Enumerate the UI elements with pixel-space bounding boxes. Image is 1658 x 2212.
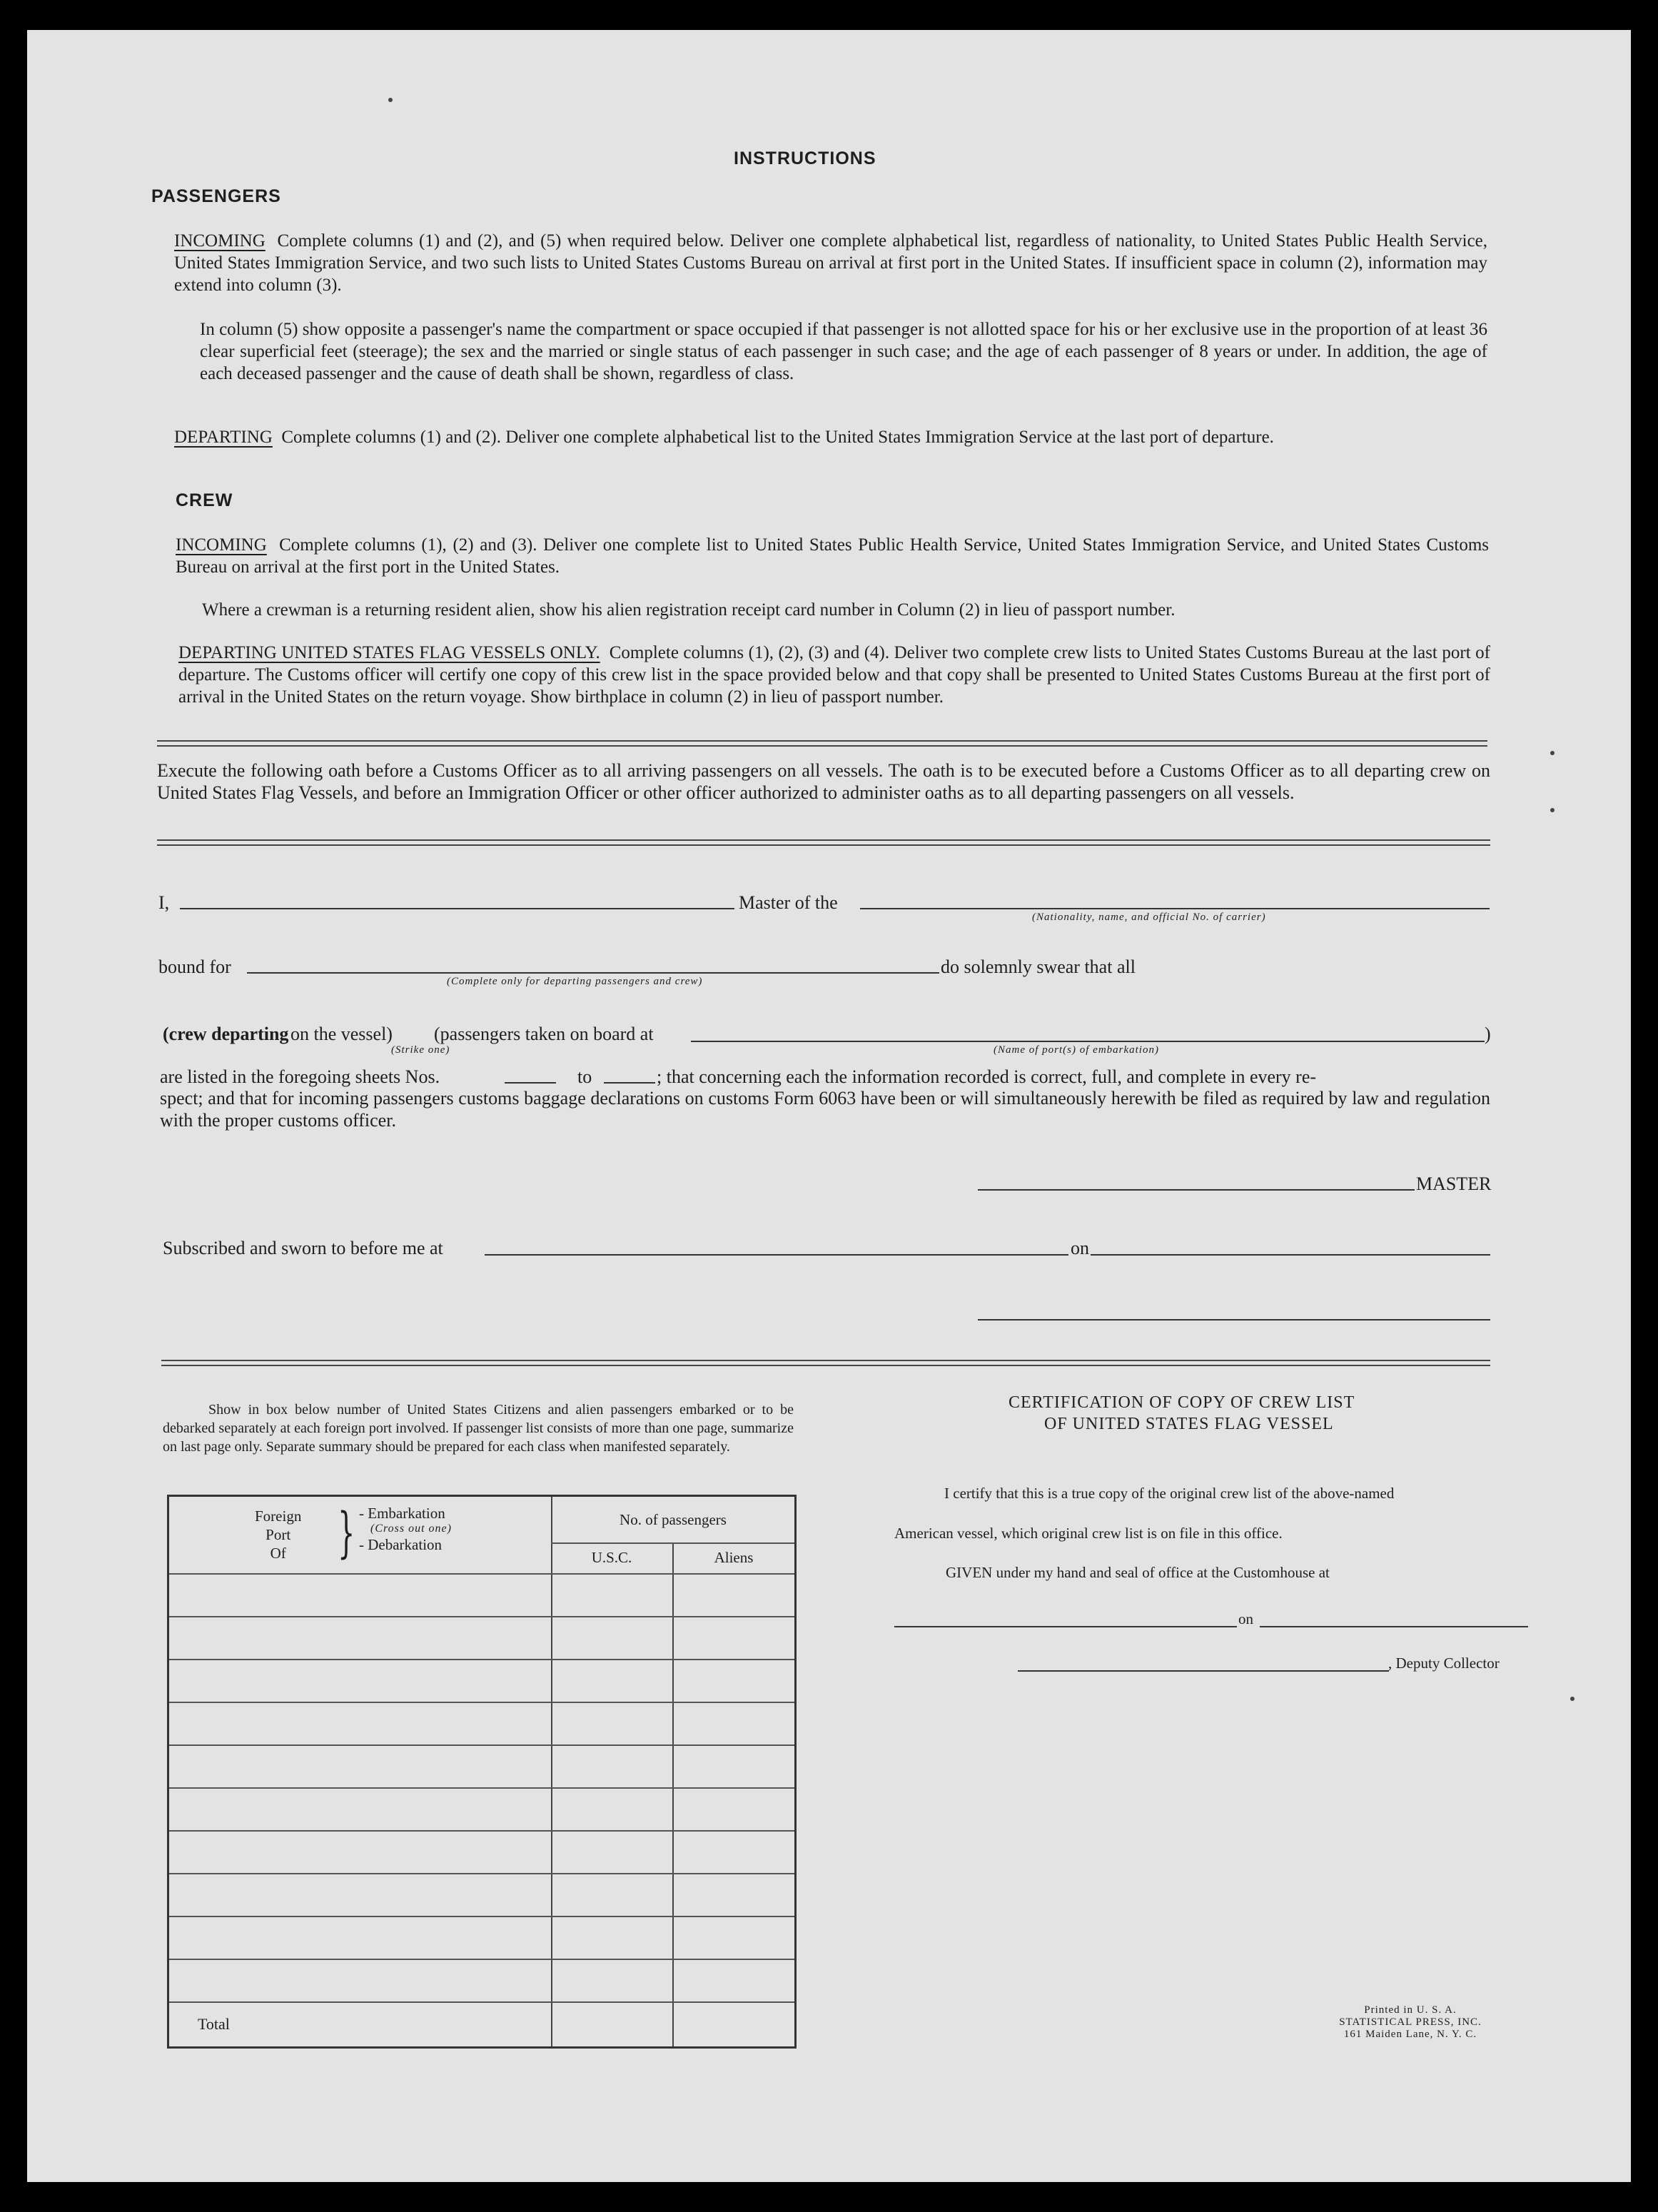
crew-incoming-label: INCOMING — [176, 535, 267, 555]
listed-prefix: are listed in the foregoing sheets Nos. — [160, 1066, 440, 1087]
passenger-summary-table — [167, 1495, 797, 2049]
oath-divider — [157, 839, 1490, 846]
printer-line3: 161 Maiden Lane, N. Y. C. — [1343, 2029, 1477, 2040]
embarkation-caption: (Name of port(s) of embarkation) — [994, 1044, 1159, 1056]
table-row[interactable] — [169, 1616, 794, 1617]
oath-intro: Execute the following oath before a Customs Officer as to all arriving passengers on all vessels. The oath is to be executed before a Customs Officer as to all departing crew on United States Flag Vessels, and before an Immigration Officer or other officer authorized to administer oaths as to all departing passengers on all vessels. — [157, 760, 1490, 803]
carrier-field[interactable] — [860, 908, 1490, 909]
ink-speck — [1550, 751, 1555, 755]
summary-instructions: Show in box below number of United States Citizens and alien passengers embarked or to be debarked separately at each foreign port involved. If passenger list consists of more than one page, summarize on last page only. Separate summary should be prepared for each class when manifested separately. — [163, 1402, 794, 1455]
deputy-collector-label: , Deputy Collector — [1388, 1655, 1500, 1672]
brace-icon: } — [338, 1500, 355, 1564]
passengers-incoming-paragraph — [174, 230, 1487, 296]
passengers-taken-option[interactable]: (passengers taken on board at — [434, 1024, 654, 1044]
listed-rest: spect; and that for incoming passengers customs baggage declarations on customs Form 6063 have been or will simultaneously herewith be filed as required by law and regulation with the proper customs officer. — [160, 1088, 1490, 1131]
sheet-from-field[interactable] — [505, 1082, 556, 1084]
officer-signature-field[interactable] — [978, 1319, 1490, 1320]
debarkation-option[interactable]: - Debarkation — [359, 1536, 443, 1553]
strike-one-caption: (Strike one) — [391, 1044, 450, 1056]
passengers-departing-text: Complete columns (1) and (2). Deliver one complete alphabetical list to the United States Immigration Service at the last port of departure. — [281, 428, 1274, 447]
master-name-field[interactable] — [180, 908, 734, 909]
ink-speck — [388, 98, 393, 102]
table-row[interactable] — [169, 1959, 794, 1960]
cert-on-label: on — [1238, 1610, 1253, 1627]
passengers-incoming-text: Complete columns (1) and (2), and (5) when required below. Deliver one complete alphabetical list, regardless of nationality, to United States Public Health Service, United States Immigration Service, and two such lists to United States Customs Bureau on arrival at first port in the United States. If insufficient space in column (2), information may extend into column (3). — [174, 231, 1488, 295]
oath-i-label: I, — [158, 892, 170, 913]
crew-incoming-paragraph — [176, 534, 1489, 578]
master-of-the-label: Master of the — [739, 892, 838, 913]
column-divider — [551, 1497, 552, 2046]
on-the-vessel-text: on the vessel) — [290, 1024, 393, 1044]
foreign-label: Foreign — [255, 1508, 302, 1525]
master-signature-field[interactable] — [978, 1189, 1415, 1191]
given-line: GIVEN under my hand and seal of office at the Customhouse at — [946, 1564, 1330, 1581]
header-divider — [551, 1542, 794, 1544]
bound-for-caption: (Complete only for departing passengers and crew) — [447, 976, 703, 987]
port-label: Port — [266, 1526, 291, 1543]
bound-for-label: bound for — [158, 956, 231, 977]
close-paren: ) — [1485, 1024, 1491, 1044]
crew-heading: CREW — [176, 490, 233, 510]
table-row[interactable] — [169, 2001, 794, 2003]
crew-resident-paragraph: Where a crewman is a returning resident alien, show his alien registration receipt card number in Column (2) in lieu of passport number. — [202, 600, 1176, 620]
column-divider — [672, 1542, 674, 2046]
aliens-header: Aliens — [714, 1549, 754, 1566]
passengers-incoming-label: INCOMING — [174, 231, 266, 251]
deputy-collector-signature-field[interactable] — [1018, 1670, 1389, 1672]
crew-departing-text: Complete columns (1), (2), (3) and (4). Deliver two complete crew lists to United States Customs Bureau at the last port of departure. The Customs officer will certify one copy of this crew list in the space provided below and that copy shall be presented to United States Customs Bureau at the first port of arrival in the United States on the return voyage. Show birthplace in column (2) in lieu of passport number. — [178, 643, 1490, 707]
section-divider — [157, 740, 1487, 747]
crew-departing-label: DEPARTING UNITED STATES FLAG VESSELS ONLY. — [178, 643, 600, 662]
total-label: Total — [198, 2015, 230, 2033]
certify-line1: I certify that this is a true copy of the original crew list of the above-named — [944, 1485, 1395, 1502]
instructions-title: INSTRUCTIONS — [734, 148, 876, 168]
master-label: MASTER — [1416, 1173, 1492, 1194]
embarkation-port-field[interactable] — [691, 1041, 1485, 1042]
embarkation-option[interactable]: - Embarkation — [359, 1505, 445, 1522]
sworn-date-field[interactable] — [1091, 1254, 1490, 1256]
to-label: to — [577, 1066, 592, 1087]
certification-title-line1: CERTIFICATION OF COPY OF CREW LIST — [1009, 1393, 1355, 1412]
sworn-place-field[interactable] — [485, 1254, 1068, 1256]
foreign-port-header — [255, 1507, 301, 1562]
customhouse-field[interactable] — [894, 1626, 1237, 1627]
crew-departing-paragraph — [178, 642, 1490, 708]
passengers-departing-paragraph — [174, 426, 1487, 448]
table-row[interactable] — [169, 1787, 794, 1789]
table-row[interactable] — [169, 1744, 794, 1746]
carrier-caption: (Nationality, name, and official No. of carrier) — [1032, 911, 1266, 923]
lower-divider — [161, 1360, 1490, 1366]
crew-departing-option[interactable]: (crew departing — [163, 1024, 289, 1044]
form-sheet — [27, 30, 1631, 2182]
ink-speck — [1550, 808, 1555, 812]
cross-out-caption: (Cross out one) — [370, 1522, 452, 1535]
table-row[interactable] — [169, 1873, 794, 1874]
subscribed-label: Subscribed and sworn to before me at — [163, 1238, 443, 1258]
ink-speck — [1570, 1697, 1574, 1701]
crew-incoming-text: Complete columns (1), (2) and (3). Deliver one complete list to United States Public Health Service, United States Immigration Service, and United States Customs Bureau on arrival at the first port in the United States. — [176, 535, 1490, 577]
table-row[interactable] — [169, 1659, 794, 1660]
cert-date-field[interactable] — [1260, 1626, 1528, 1627]
of-label: Of — [270, 1545, 286, 1562]
sworn-on-label: on — [1071, 1238, 1089, 1258]
printer-line2: STATISTICAL PRESS, INC. — [1339, 2016, 1482, 2028]
printer-line1: Printed in U. S. A. — [1364, 2004, 1457, 2016]
passengers-departing-label: DEPARTING — [174, 428, 273, 447]
usc-header: U.S.C. — [591, 1549, 632, 1566]
table-row[interactable] — [169, 1916, 794, 1917]
table-row[interactable] — [169, 1702, 794, 1703]
certify-line2: American vessel, which original crew list is on file in this office. — [894, 1525, 1283, 1542]
embark-debark-header — [359, 1504, 452, 1554]
bound-for-field[interactable] — [247, 972, 939, 974]
header-bottom-line — [169, 1573, 794, 1575]
sheet-to-field[interactable] — [604, 1082, 655, 1084]
listed-suffix: ; that concerning each the information recorded is correct, full, and complete in every re- — [657, 1066, 1317, 1087]
no-of-passengers-header: No. of passengers — [620, 1511, 727, 1528]
passengers-heading: PASSENGERS — [151, 186, 281, 206]
solemnly-swear-text: do solemnly swear that all — [941, 956, 1136, 977]
certification-title-line2: OF UNITED STATES FLAG VESSEL — [1044, 1415, 1334, 1433]
passengers-column5-paragraph: In column (5) show opposite a passenger's name the compartment or space occupied if that passenger is not allotted space for his or her exclusive use in the proportion of at least 36 clear superficial feet (steerage); the sex and the married or single status of each passenger in such case; and the age of each passenger of 8 years or under. In addition, the age of each deceased passenger and the cause of death shall be shown, regardless of class. — [200, 320, 1487, 383]
printer-imprint — [1289, 2004, 1532, 2041]
table-row[interactable] — [169, 1830, 794, 1832]
